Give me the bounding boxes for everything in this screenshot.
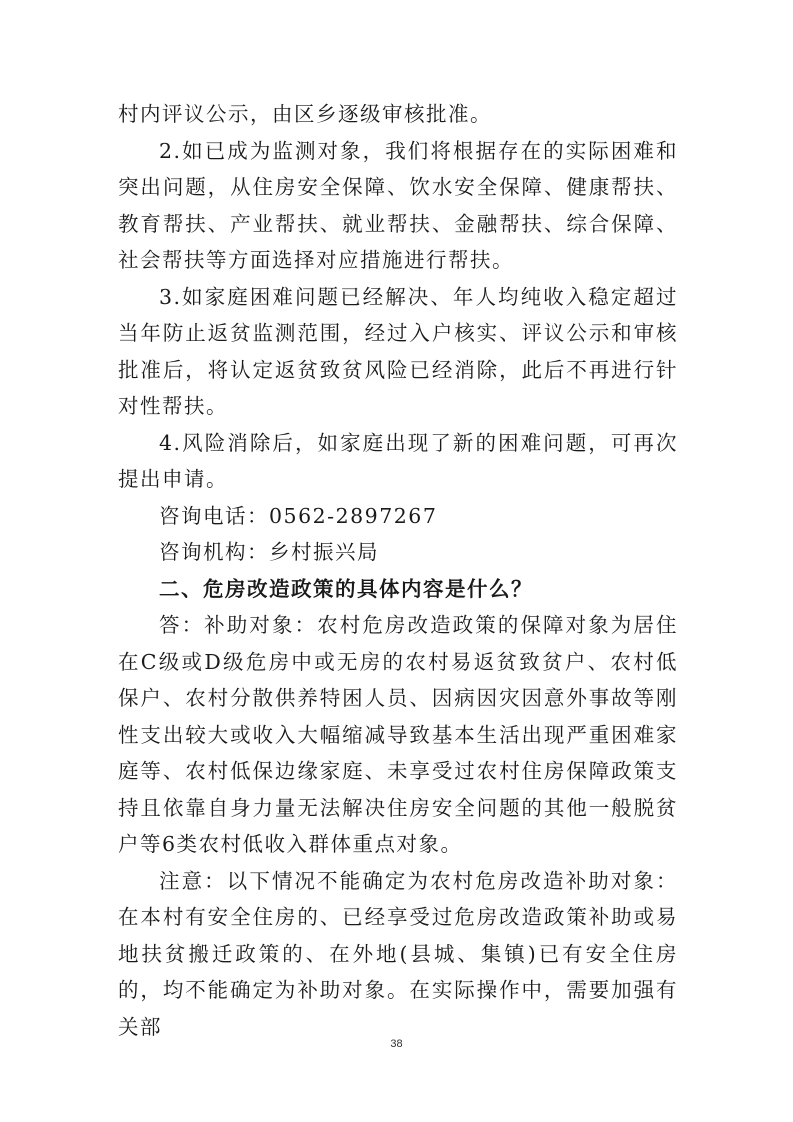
paragraph-item-2: 2.如已成为监测对象，我们将根据存在的实际困难和突出问题，从住房安全保障、饮水安全保障、健康帮扶、教育帮扶、产业帮扶、就业帮扶、金融帮扶、综合保障、社会帮扶等方面选择对应措施进行帮扶。 [118, 138, 678, 272]
consult-agency: 咨询机构：乡村振兴局 [159, 540, 379, 564]
document-body [118, 96, 678, 1045]
section-heading: 二、危房改造政策的具体内容是什么？ [159, 576, 533, 601]
paragraph-item-3: 3.如家庭困难问题已经解决、年人均纯收入稳定超过当年防止返贫监测范围，经过入户核实、评议公示和审核批准后，将认定返贫致贫风险已经消除，此后不再进行针对性帮扶。 [118, 284, 678, 418]
page-number: 38 [390, 1038, 403, 1050]
paragraph-item-4: 4.风险消除后，如家庭出现了新的困难问题，可再次提出申请。 [118, 430, 678, 491]
paragraph-continuation: 村内评议公示，由区乡逐级审核批准。 [118, 102, 492, 126]
paragraph-note: 注意：以下情况不能确定为农村危房改造补助对象：在本村有安全住房的、已经享受过危房改造政策补助或易地扶贫搬迁政策的、在外地(县城、集镇)已有安全住房的，均不能确定为补助对象。在实际操作中，需要加强有关部 [118, 868, 678, 1039]
paragraph-answer: 答：补助对象：农村危房改造政策的保障对象为居住在C级或D级危房中或无房的农村易返贫致贫户、农村低保户、农村分散供养特困人员、因病因灾因意外事故等刚性支出较大或收入大幅缩减导致基本生活出现严重困难家庭等、农村低保边缘家庭、未享受过农村住房保障政策支持且依靠自身力量无法解决住房安全问题的其他一般脱贫户等6类农村低收入群体重点对象。 [118, 613, 678, 856]
consult-phone: 咨询电话：0562-2897267 [159, 503, 438, 528]
